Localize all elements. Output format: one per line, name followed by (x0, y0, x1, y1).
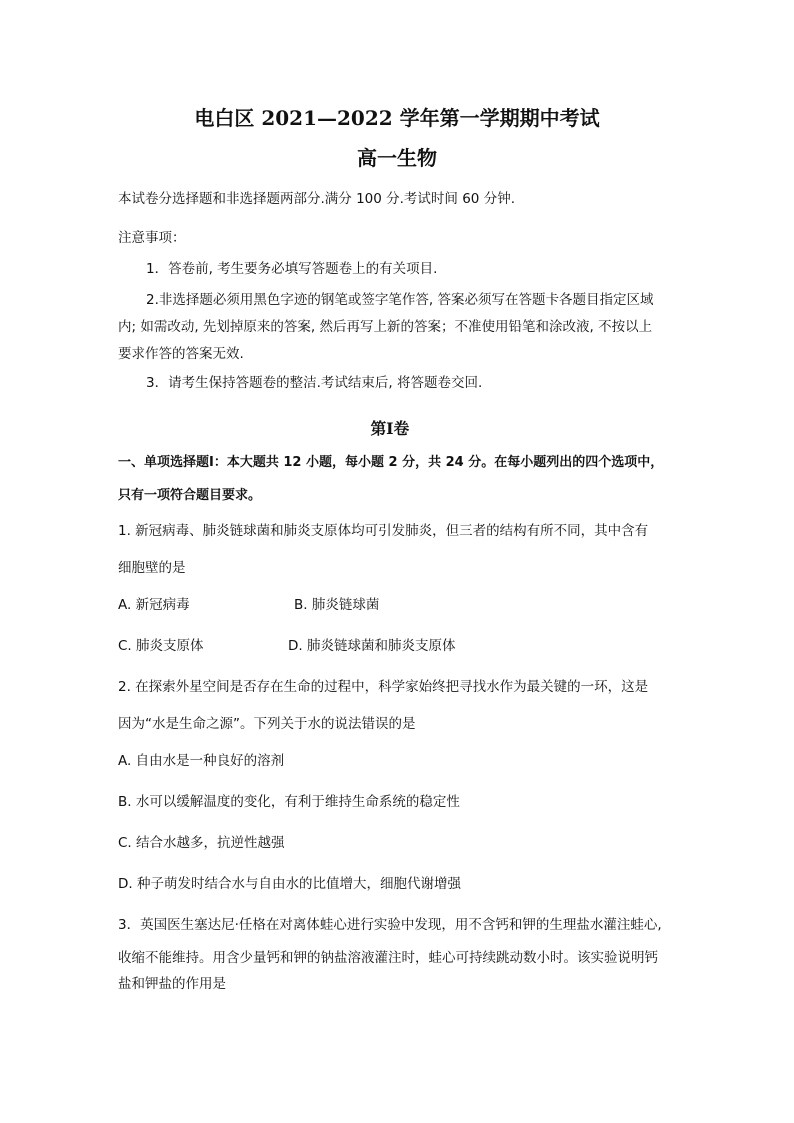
section-instruction-line-2: 只有一项符合题目要求。 (118, 488, 262, 503)
note-item-2-line-2: 内; 如需改动, 先划掉原来的答案, 然后再写上新的答案；不准使用铅笔和涂改液, 不按以上 (118, 319, 653, 335)
section-instruction-line-1: 一、单项选择题Ⅰ：本大题共 12 小题，每小题 2 分，共 24 分。在每小题列出的四个选项中， (118, 455, 664, 470)
exam-title: 电白区 2021—2022 学年第一学期期中考试 (194, 106, 600, 130)
note-item-1: 1．答卷前, 考生要务必填写答题卷上的有关项目. (146, 261, 438, 277)
question-1-stem-line-1: 1. 新冠病毒、肺炎链球菌和肺炎支原体均可引发肺炎，但三者的结构有所不同，其中含有 (118, 523, 649, 539)
question-2-option-b: B. 水可以缓解温度的变化，有利于维持生命系统的稳定性 (118, 794, 460, 810)
question-2-option-d: D. 种子萌发时结合水与自由水的比值增大，细胞代谢增强 (118, 876, 461, 892)
note-item-2-line-3: 要求作答的答案无效. (118, 346, 244, 362)
question-1-option-b: B. 肺炎链球菌 (294, 597, 380, 613)
question-3-stem-line-1: 3．英国医生塞达尼·任格在对离体蛙心进行实验中发现，用不含钙和钾的生理盐水灌注蛙心, (118, 917, 662, 933)
question-3-stem-line-3: 盐和钾盐的作用是 (118, 976, 226, 992)
question-2-option-a: A. 自由水是一种良好的溶剂 (118, 753, 285, 769)
question-2-stem-line-2: 因为“水是生命之源”。下列关于水的说法错误的是 (118, 716, 416, 732)
note-item-2-line-1: 2.非选择题必须用黑色字迹的钢笔或签字笔作答, 答案必须写在答题卡各题目指定区域 (146, 292, 654, 308)
notes-heading: 注意事项： (118, 230, 186, 246)
question-1-option-a: A. 新冠病毒 (118, 597, 190, 613)
section-title: 第Ⅰ卷 (370, 419, 410, 438)
exam-intro: 本试卷分选择题和非选择题两部分.满分 100 分.考试时间 60 分钟. (118, 191, 515, 207)
question-2-option-c: C. 结合水越多，抗逆性越强 (118, 835, 285, 851)
question-3-stem-line-2: 收缩不能维持。用含少量钙和钾的钠盐溶液灌注时，蛙心可持续跳动数小时。该实验说明钙 (118, 950, 658, 966)
note-item-3: 3．请考生保持答题卷的整洁.考试结束后, 将答题卷交回. (146, 375, 483, 391)
question-2-stem-line-1: 2. 在探索外星空间是否存在生命的过程中，科学家始终把寻找水作为最关键的一环，这是 (118, 679, 649, 695)
question-1-option-d: D. 肺炎链球菌和肺炎支原体 (288, 638, 456, 654)
question-1-stem-line-2: 细胞壁的是 (118, 560, 186, 576)
question-1-option-c: C. 肺炎支原体 (118, 638, 204, 654)
exam-subject: 高一生物 (357, 146, 437, 170)
